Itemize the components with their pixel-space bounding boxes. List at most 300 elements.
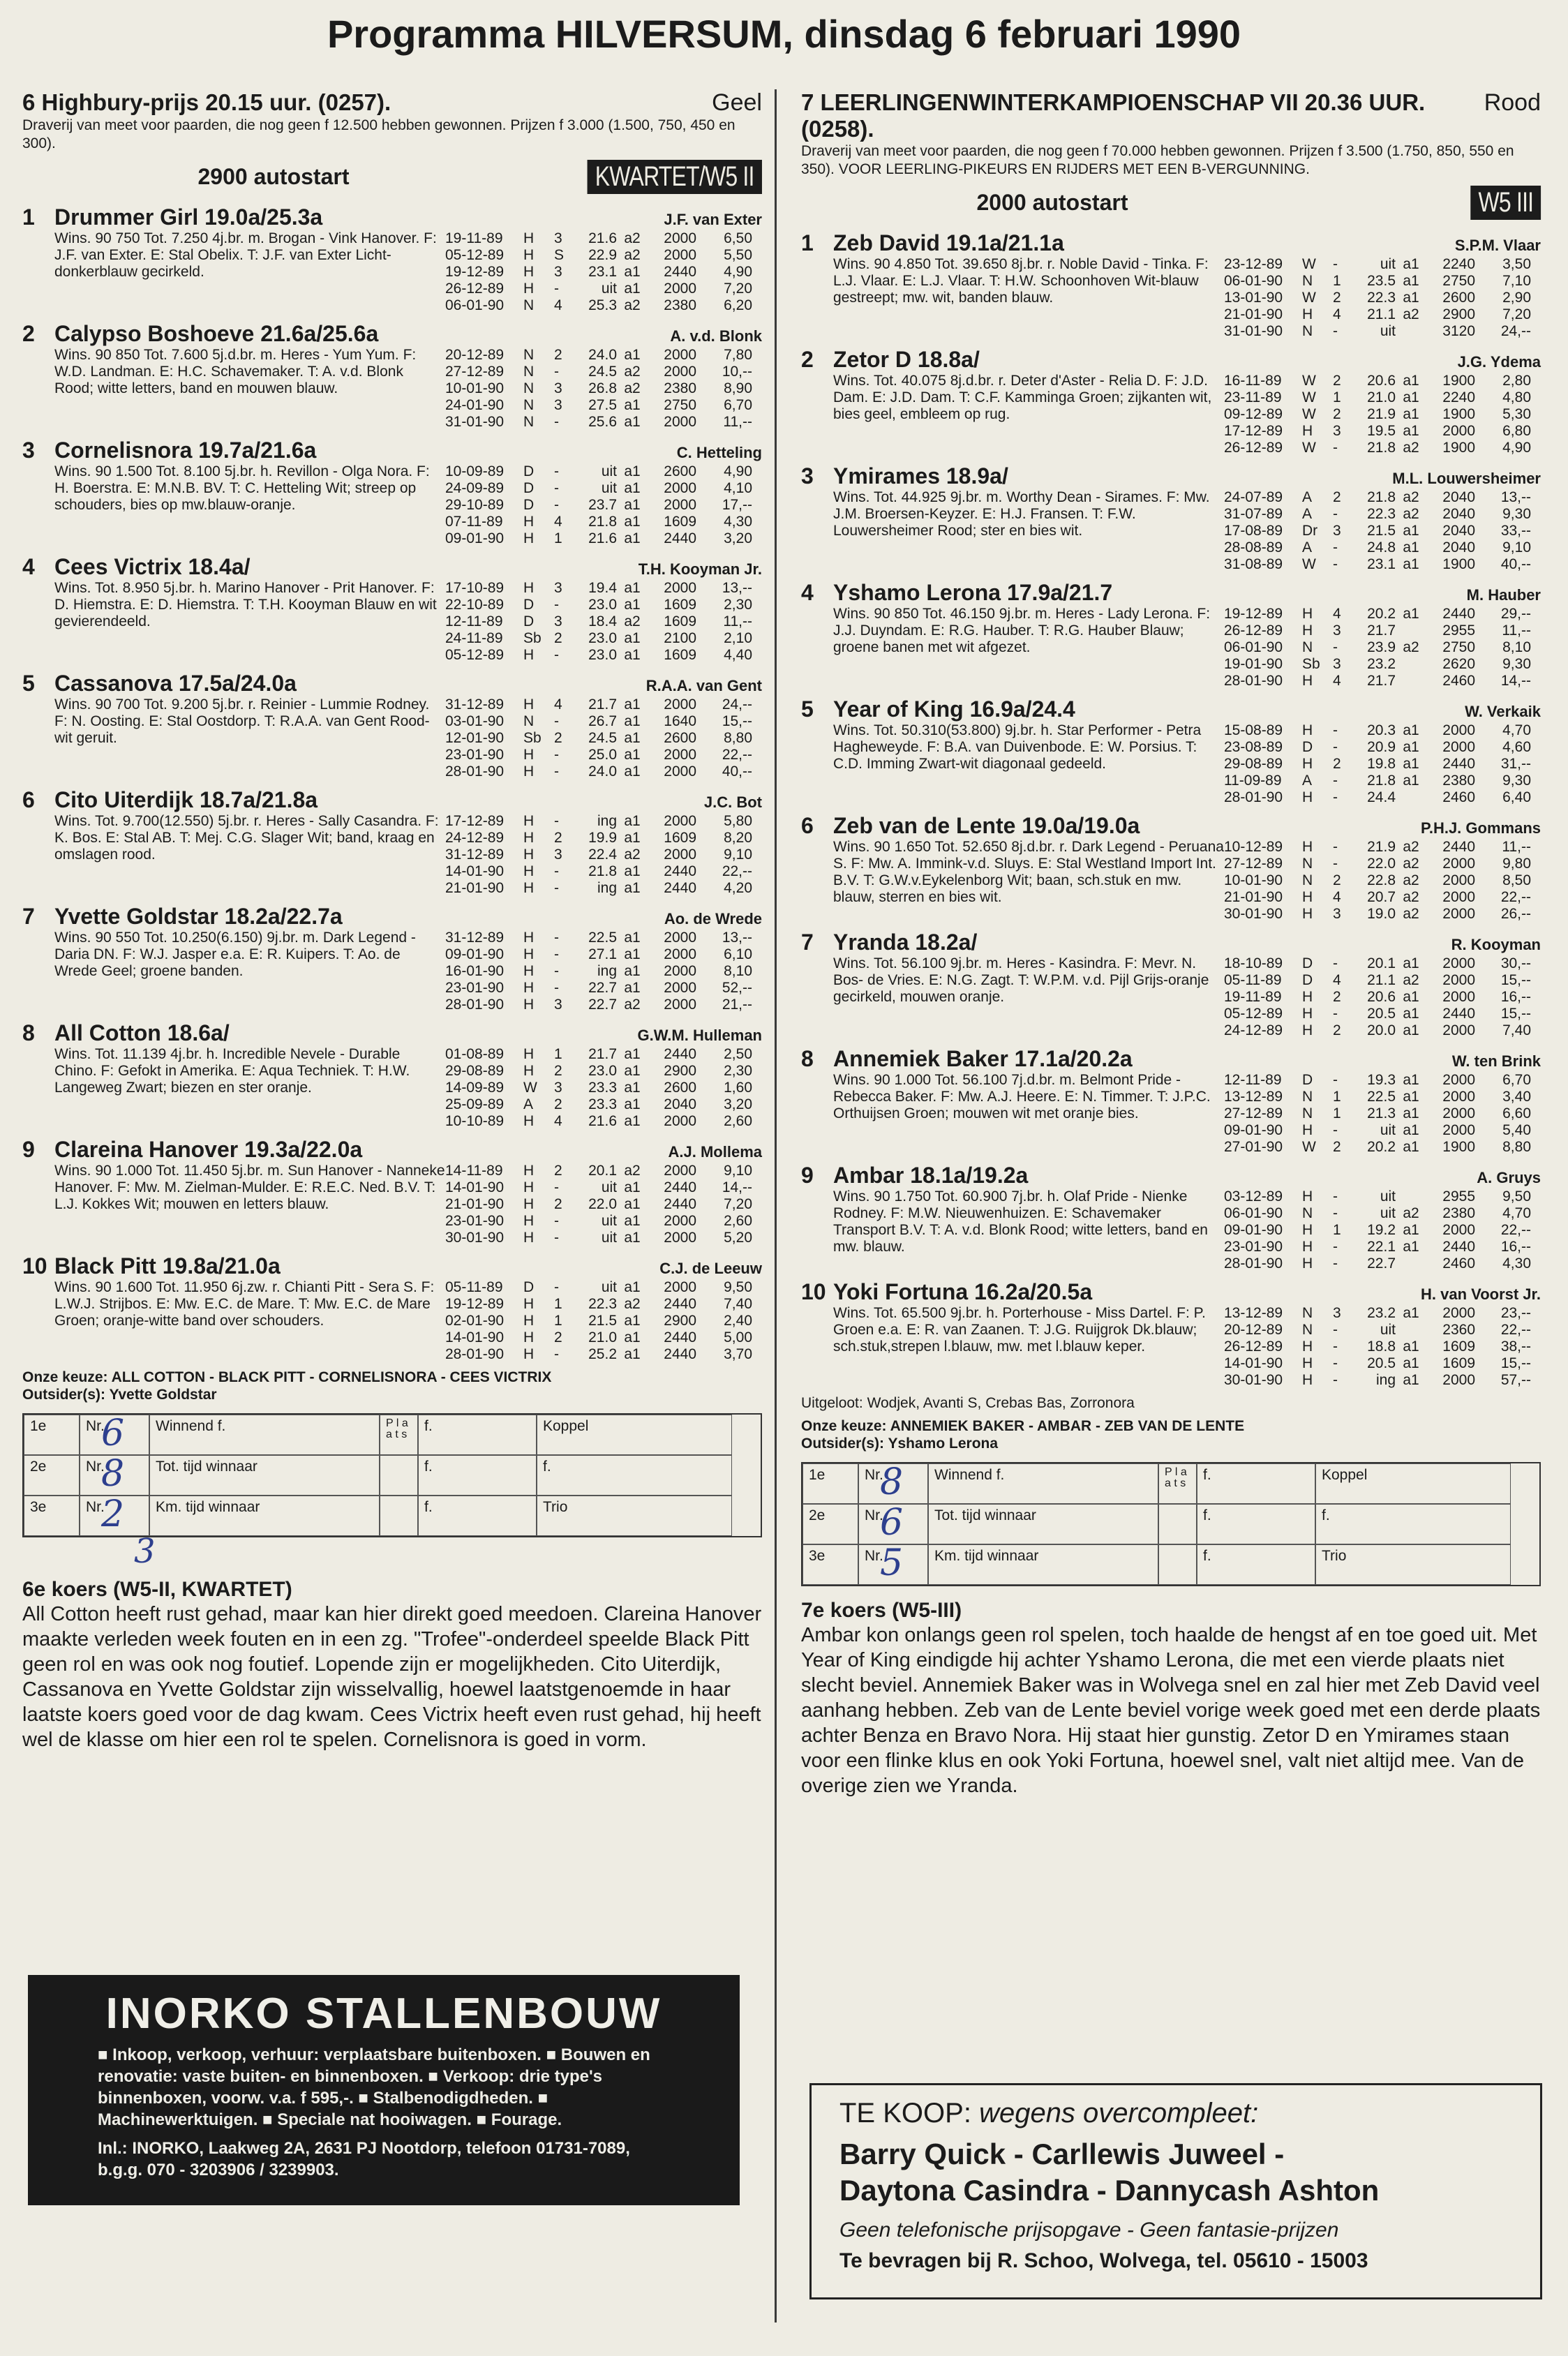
performance-cell: H <box>1302 1006 1313 1022</box>
result-rank: 2e <box>802 1504 858 1544</box>
performance-cell: a1 <box>1403 1089 1419 1105</box>
performance-cell: 4 <box>554 696 562 713</box>
performance-cell: 2440 <box>1442 1006 1475 1022</box>
performance-cell: 4,60 <box>1502 739 1531 755</box>
performance-cell: 2955 <box>1442 1188 1475 1205</box>
performance-cell: 3 <box>554 580 562 596</box>
performance-cell: 11-09-89 <box>1224 773 1282 789</box>
performance-row <box>445 297 762 314</box>
performance-cell: 11,-- <box>723 613 752 629</box>
performance-cell: 2900 <box>664 1063 696 1079</box>
ad-lead-bold: TE KOOP: <box>839 2098 971 2128</box>
performance-cell: 14-11-89 <box>445 1163 503 1179</box>
horse-body <box>833 722 1541 806</box>
performance-cell: 1640 <box>664 713 696 729</box>
performance-cell: 21.8 <box>1367 489 1396 505</box>
performance-cell: 27-12-89 <box>445 364 505 380</box>
horse-body <box>54 696 762 780</box>
performance-cell: - <box>554 1213 559 1229</box>
outsider-value: Yvette Goldstar <box>109 1387 217 1403</box>
horse-entry <box>801 1163 1541 1272</box>
horse-header <box>801 230 1541 256</box>
performance-cell: 22.0 <box>588 1196 617 1212</box>
horse-header <box>801 1163 1541 1188</box>
performance-cell: 20.2 <box>1367 606 1396 622</box>
performance-cell: 17-08-89 <box>1224 523 1283 539</box>
performance-cell: a2 <box>624 297 641 313</box>
performance-cell: 20.1 <box>588 1163 617 1179</box>
performance-cell: 06-01-90 <box>1224 1205 1283 1221</box>
performance-cell: 20.2 <box>1367 1139 1396 1155</box>
performance-cell: 3,20 <box>724 1096 752 1112</box>
horse-details: Wins. 90 850 Tot. 7.600 5j.d.br. m. Heres - Yum Yum. F: W.D. Landman. E: H.C. Schavemaker. T: A. v.d. Blonk Rood; witte letters, band en mouwen blauw. <box>54 347 417 396</box>
performance-cell: 21.7 <box>588 696 617 713</box>
performance-cell: H <box>523 264 535 280</box>
performance-cell: 7,20 <box>724 281 752 297</box>
handwritten-number: 8 <box>880 1461 904 1503</box>
performance-cell: a1 <box>624 414 641 430</box>
performance-cell: H <box>523 696 535 713</box>
performance-cell: - <box>554 414 559 430</box>
race-color: Rood <box>1484 89 1541 116</box>
performance-cell: 21-01-90 <box>1224 306 1283 322</box>
performance-cell: 21.6 <box>588 530 617 546</box>
horse-header <box>22 438 762 463</box>
performance-cell: 2 <box>554 830 562 846</box>
horse-details: Wins. Tot. 8.950 5j.br. h. Marino Hanover - Prit Hanover. F: D. Hiemstra. E: D. Hiemstra. T: T.H. Kooyman Blauw en wit gevierendeeld. <box>54 580 437 629</box>
performance-cell: 9,80 <box>1502 856 1531 872</box>
performance-cell: 2000 <box>664 813 696 829</box>
result-nr: Nr. 6 <box>80 1415 149 1455</box>
performance-cell: a1 <box>624 480 641 496</box>
performance-cell: 2900 <box>664 1313 696 1329</box>
ad-names-line-2: Daytona Casindra - Dannycash Ashton <box>839 2174 1380 2207</box>
horse-name: Black Pitt 19.8a/21.0a <box>54 1253 281 1278</box>
performance-cell: S <box>554 247 565 263</box>
performance-cell: 22,-- <box>1500 1222 1531 1238</box>
performance-cell: 07-11-89 <box>445 514 503 530</box>
performance-cell: a1 <box>1403 1339 1419 1355</box>
column-divider <box>775 89 777 2323</box>
performance-cell: 14-01-90 <box>445 1179 505 1195</box>
performance-cell: 30,-- <box>1500 955 1531 971</box>
performance-cell: a1 <box>1403 773 1419 789</box>
horse-name: Cito Uiterdijk 18.7a/21.8a <box>54 787 318 812</box>
performance-table <box>445 580 762 664</box>
performance-cell: a1 <box>1403 955 1419 971</box>
koers-title: 6e koers (W5-II, KWARTET) <box>22 1578 292 1601</box>
performance-cell: 2000 <box>1442 872 1475 888</box>
performance-cell: 2440 <box>664 1046 696 1062</box>
horse-number: 5 <box>801 696 814 722</box>
performance-cell: 2380 <box>1442 1205 1475 1221</box>
result-f: f. <box>418 1415 537 1455</box>
performance-cell: - <box>1333 506 1338 522</box>
horse-header <box>22 671 762 696</box>
horse-driver: R. Kooyman <box>1451 936 1541 953</box>
performance-cell: - <box>1333 773 1338 789</box>
performance-cell: uit <box>1380 1188 1396 1205</box>
performance-table <box>445 813 762 897</box>
performance-row <box>445 247 762 264</box>
performance-cell: 2440 <box>664 1196 696 1212</box>
performance-cell: 24.8 <box>1367 539 1396 556</box>
performance-cell: 19.4 <box>588 580 617 596</box>
performance-cell: 5,20 <box>724 1230 752 1246</box>
performance-row <box>1224 539 1541 556</box>
performance-cell: 2 <box>554 1063 562 1079</box>
performance-cell: 2000 <box>1442 423 1475 439</box>
performance-cell: 27.5 <box>588 397 617 413</box>
performance-cell: 2440 <box>664 863 696 879</box>
performance-row <box>445 880 762 897</box>
performance-cell: 38,-- <box>1500 1339 1531 1355</box>
performance-row <box>1224 1188 1541 1205</box>
performance-cell: 1 <box>554 1296 562 1312</box>
performance-cell: 4 <box>1333 972 1341 988</box>
performance-cell: H <box>1302 1339 1313 1355</box>
horse-body <box>833 256 1541 340</box>
te-koop-advertisement <box>809 2083 1542 2299</box>
performance-row <box>445 264 762 281</box>
performance-cell: D <box>523 497 535 513</box>
performance-cell: uit <box>1380 323 1396 339</box>
performance-cell: 1 <box>554 1046 562 1062</box>
performance-cell: H <box>1302 1122 1313 1138</box>
horse-driver: J.G. Ydema <box>1457 353 1541 371</box>
horse-number: 2 <box>22 321 35 346</box>
horse-name: Calypso Boshoeve 21.6a/25.6a <box>54 321 379 346</box>
result-trio: Trio <box>1315 1544 1511 1585</box>
performance-cell: 18.4 <box>588 613 617 629</box>
performance-cell <box>1396 1255 1426 1272</box>
outsider-label: Outsider(s): <box>22 1387 106 1403</box>
performance-cell: 7,80 <box>724 347 752 363</box>
performance-cell: a1 <box>1403 556 1419 572</box>
performance-cell: 2900 <box>1442 306 1475 322</box>
race-distance: 2900 autostart <box>197 164 350 189</box>
performance-row <box>1224 1255 1541 1272</box>
performance-cell: 2620 <box>1442 656 1475 672</box>
performance-cell: ing <box>597 880 617 896</box>
performance-cell <box>1396 622 1426 639</box>
horse-header <box>801 813 1541 839</box>
performance-cell: 6,40 <box>1502 789 1531 805</box>
performance-cell: D <box>523 1279 535 1295</box>
performance-cell: 2460 <box>1442 673 1475 689</box>
performance-cell: - <box>1333 256 1338 272</box>
performance-cell: 29,-- <box>1500 606 1531 622</box>
race-heading <box>801 89 1541 142</box>
performance-cell: W <box>1302 556 1316 572</box>
race-7-column <box>801 89 1541 1798</box>
performance-row <box>445 597 762 613</box>
performance-cell: 16,-- <box>1500 989 1531 1005</box>
performance-cell: 22.0 <box>1367 856 1396 872</box>
performance-cell: 22.5 <box>588 930 617 946</box>
horse-details: Wins. 90 1.500 Tot. 8.100 5j.br. h. Revillon - Olga Nora. F: H. Boerstra. E: M.N.B. BV. T: C. Hetteling Wit; streep op schouders, bies op mw.blauw-oranje. <box>54 463 430 513</box>
performance-cell: N <box>523 380 535 396</box>
performance-table <box>1224 373 1541 456</box>
performance-cell: 1609 <box>664 514 696 530</box>
performance-row <box>445 1046 762 1063</box>
performance-cell: 2 <box>554 1096 562 1112</box>
performance-cell: 23,-- <box>1500 1305 1531 1321</box>
ad-horse-names <box>839 2136 1512 2209</box>
performance-cell: 2750 <box>664 397 696 413</box>
performance-row <box>445 1080 762 1096</box>
performance-cell: 1609 <box>664 830 696 846</box>
horse-driver: C.J. de Leeuw <box>659 1260 762 1277</box>
performance-cell: 6,80 <box>1502 423 1531 439</box>
performance-row <box>445 930 762 946</box>
result-f: f. <box>418 1455 537 1496</box>
performance-row <box>1224 989 1541 1006</box>
performance-cell: - <box>554 1230 559 1246</box>
horse-driver: J.F. van Exter <box>664 211 762 228</box>
performance-cell: 25-09-89 <box>445 1096 505 1112</box>
handwritten-number: 5 <box>880 1542 904 1584</box>
performance-cell: H <box>523 1046 535 1062</box>
performance-cell: H <box>523 1296 535 1312</box>
performance-cell: 16,-- <box>1500 1239 1531 1255</box>
horse-number: 2 <box>801 347 814 372</box>
performance-cell: a1 <box>624 946 641 962</box>
performance-cell: 2750 <box>1442 639 1475 655</box>
performance-cell: 2240 <box>1442 389 1475 405</box>
result-plaats-cont <box>1158 1544 1197 1585</box>
performance-cell: H <box>1302 1372 1313 1388</box>
horse-header <box>22 554 762 580</box>
performance-cell: 22.9 <box>588 247 617 263</box>
performance-cell: 19-11-89 <box>445 230 503 246</box>
performance-cell <box>1396 1322 1426 1339</box>
performance-cell: 2 <box>1333 872 1341 888</box>
performance-cell: a1 <box>1403 273 1419 289</box>
performance-cell: 2440 <box>664 1179 696 1195</box>
performance-cell: 2460 <box>1442 789 1475 805</box>
performance-cell: a1 <box>624 963 641 979</box>
performance-row <box>1224 1339 1541 1355</box>
performance-cell: 2000 <box>664 230 696 246</box>
performance-cell: a1 <box>1403 290 1419 306</box>
performance-cell: - <box>554 497 559 513</box>
horse-name: Zeb van de Lente 19.0a/19.0a <box>833 813 1140 838</box>
performance-row <box>445 747 762 763</box>
performance-cell: 2000 <box>664 847 696 863</box>
performance-cell: 06-01-90 <box>1224 639 1283 655</box>
performance-cell: 2040 <box>1442 539 1475 556</box>
performance-cell: uit <box>601 1179 617 1195</box>
performance-cell: a2 <box>1403 639 1419 655</box>
performance-cell: 9,50 <box>1502 1188 1531 1205</box>
performance-cell: 2040 <box>1442 489 1475 505</box>
performance-row <box>445 1213 762 1230</box>
performance-cell: 7,40 <box>724 1296 752 1312</box>
performance-cell: D <box>1302 972 1313 988</box>
performance-cell: 11,-- <box>1502 839 1531 855</box>
performance-cell: 2000 <box>1442 1105 1475 1121</box>
race-6-column <box>22 89 762 1752</box>
performance-cell: 4,80 <box>1502 389 1531 405</box>
performance-cell: - <box>1333 839 1338 855</box>
performance-cell: 21,-- <box>722 997 752 1013</box>
performance-cell: a1 <box>1403 606 1419 622</box>
performance-row <box>1224 440 1541 456</box>
ad-names-line-1: Barry Quick - Carllewis Juweel - <box>839 2138 1285 2170</box>
performance-cell: a2 <box>1403 1205 1419 1221</box>
performance-cell: - <box>554 597 559 613</box>
horse-name: Yoki Fortuna 16.2a/20.5a <box>833 1279 1093 1304</box>
result-nr: Nr. 2 <box>80 1496 149 1536</box>
performance-cell: uit <box>601 480 617 496</box>
performance-cell: a1 <box>624 830 641 846</box>
performance-cell: a2 <box>1403 839 1419 855</box>
keuze-value: ALL COTTON - BLACK PITT - CORNELISNORA - CEES VICTRIX <box>111 1369 552 1385</box>
performance-cell: 9,10 <box>1502 539 1531 556</box>
performance-cell: W <box>1302 290 1316 306</box>
performance-cell: a1 <box>624 1063 641 1079</box>
performance-cell: 8,90 <box>724 380 752 396</box>
performance-cell: a2 <box>624 1296 641 1312</box>
performance-cell: 2000 <box>664 1163 696 1179</box>
performance-cell: 1900 <box>1442 1139 1475 1155</box>
performance-row <box>445 813 762 830</box>
performance-row <box>1224 1089 1541 1105</box>
performance-cell: a1 <box>624 647 641 663</box>
performance-cell: 15-08-89 <box>1224 722 1283 738</box>
performance-cell: 10-10-89 <box>445 1113 505 1129</box>
performance-cell: 5,30 <box>1502 406 1531 422</box>
performance-cell: uit <box>1380 1322 1396 1338</box>
performance-cell: - <box>554 747 559 763</box>
handwritten-number: 8 <box>101 1453 125 1495</box>
performance-cell: 1 <box>1333 1105 1341 1121</box>
performance-cell: 1900 <box>1442 373 1475 389</box>
performance-cell: a1 <box>624 730 641 746</box>
performance-cell: 3 <box>554 264 562 280</box>
performance-cell: H <box>523 963 535 979</box>
horse-name: Cornelisnora 19.7a/21.6a <box>54 438 317 463</box>
horse-driver: R.A.A. van Gent <box>645 677 762 694</box>
performance-cell: 3,20 <box>724 530 752 546</box>
performance-cell: 17-12-89 <box>1224 423 1283 439</box>
performance-cell: a1 <box>624 1113 641 1129</box>
performance-row <box>445 497 762 514</box>
result-plaats-cont <box>1158 1504 1197 1544</box>
performance-cell: 2000 <box>664 747 696 763</box>
performance-cell: 21.3 <box>1367 1105 1396 1121</box>
performance-cell: 7,40 <box>1502 1022 1531 1038</box>
performance-cell: a1 <box>624 880 641 896</box>
performance-cell: 2000 <box>1442 1305 1475 1321</box>
performance-cell: 21.8 <box>1367 440 1396 456</box>
performance-cell: 2460 <box>1442 1255 1475 1272</box>
race-title: 7 LEERLINGENWINTERKAMPIOENSCHAP VII 20.36 UUR. (0258). <box>801 89 1426 142</box>
performance-row <box>445 1096 762 1113</box>
performance-table <box>445 463 762 547</box>
keuze-label: Onze keuze: <box>801 1418 887 1434</box>
performance-cell: 9,10 <box>724 1163 752 1179</box>
performance-row <box>1224 1122 1541 1139</box>
performance-cell: 4,40 <box>724 647 752 663</box>
performance-cell: 23-01-90 <box>445 1213 505 1229</box>
performance-cell: D <box>1302 955 1313 971</box>
performance-cell: H <box>523 247 535 263</box>
performance-cell: 2750 <box>1442 273 1475 289</box>
performance-row <box>445 830 762 847</box>
performance-cell: A <box>523 1096 534 1112</box>
ad-contact: Te bevragen bij R. Schoo, Wolvega, tel. 05610 - 15003 <box>839 2249 1368 2272</box>
performance-row <box>1224 1355 1541 1372</box>
ad-lead-italic: wegens overcompleet: <box>979 2098 1259 2128</box>
performance-cell: 3 <box>1333 656 1341 672</box>
horse-entry <box>801 696 1541 806</box>
horse-name: Drummer Girl 19.0a/25.3a <box>54 204 323 230</box>
performance-cell: a1 <box>1403 406 1419 422</box>
performance-cell: H <box>523 1213 535 1229</box>
performance-cell: 4,10 <box>724 480 752 496</box>
result-box <box>801 1462 1541 1586</box>
horse-number: 9 <box>801 1163 814 1188</box>
performance-cell: 2000 <box>1442 1122 1475 1138</box>
horse-entry <box>22 204 762 314</box>
performance-cell: N <box>523 347 535 363</box>
horse-entry <box>801 347 1541 456</box>
performance-cell: 2600 <box>664 1080 696 1096</box>
performance-cell: 2000 <box>1442 739 1475 755</box>
performance-cell: a1 <box>624 1279 641 1295</box>
horse-number: 9 <box>22 1137 35 1162</box>
performance-cell: 22.3 <box>588 1296 617 1312</box>
performance-cell: 27-01-90 <box>1224 1139 1283 1155</box>
horse-body <box>54 813 762 897</box>
horse-driver: G.W.M. Hulleman <box>637 1027 762 1044</box>
result-f: f. <box>1197 1504 1315 1544</box>
result-koppel: Koppel <box>1315 1463 1511 1504</box>
performance-cell: a1 <box>1403 373 1419 389</box>
performance-cell: A <box>1302 539 1313 556</box>
performance-cell: 29-10-89 <box>445 497 505 513</box>
horse-details: Wins. 90 1.000 Tot. 56.100 7j.d.br. m. Belmont Pride - Rebecca Baker. F: Mw. A.J. Heere. E: N. Timmer. T: J.P.C. Orthuijsen Groen; mouwen wit met oranje bies. <box>833 1072 1211 1121</box>
performance-cell: 13,-- <box>722 580 752 596</box>
result-f: f. <box>418 1496 537 1536</box>
horse-driver: W. ten Brink <box>1451 1052 1541 1070</box>
performance-cell: 3 <box>554 613 562 629</box>
performance-cell: 2000 <box>664 580 696 596</box>
performance-cell: 1,60 <box>724 1080 752 1096</box>
performance-cell: a1 <box>1403 1372 1419 1388</box>
performance-cell: 21-01-90 <box>445 880 505 896</box>
performance-cell: a1 <box>1403 389 1419 405</box>
performance-cell: H <box>1302 423 1313 439</box>
performance-cell: 2 <box>554 630 562 646</box>
performance-cell: H <box>1302 606 1313 622</box>
performance-cell: 21.5 <box>588 1313 617 1329</box>
performance-cell: 25.3 <box>588 297 617 313</box>
performance-cell: 24-12-89 <box>445 830 505 846</box>
performance-cell: 2000 <box>1442 889 1475 905</box>
performance-row <box>445 1179 762 1196</box>
performance-cell: - <box>1333 1239 1338 1255</box>
performance-cell: H <box>1302 306 1313 322</box>
performance-cell: 3,50 <box>1502 256 1531 272</box>
performance-cell: 30-01-90 <box>1224 1372 1283 1388</box>
performance-row <box>1224 506 1541 523</box>
performance-cell: N <box>1302 1205 1313 1221</box>
result-rank: 3e <box>24 1496 80 1536</box>
performance-cell: 23.3 <box>588 1096 617 1112</box>
